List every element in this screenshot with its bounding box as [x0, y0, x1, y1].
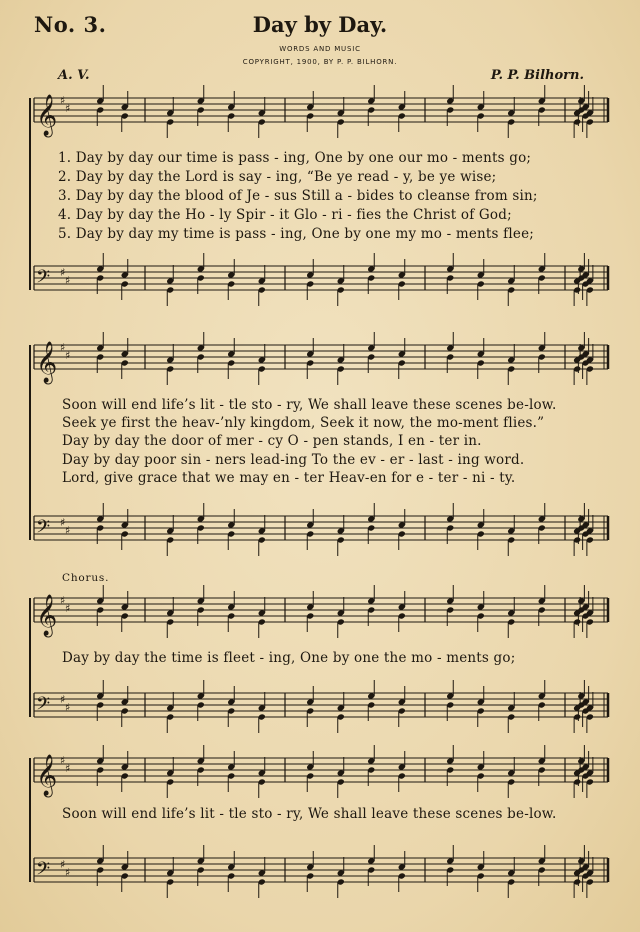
bass-clef: 𝄢	[36, 267, 51, 292]
treble-clef: 𝄞	[36, 595, 58, 636]
verse-3-line-a: 3. Day by day the blood of Je - sus Still a - bides to cleanse from sin;	[58, 188, 538, 204]
sharp-sign: ♯	[60, 693, 66, 706]
sharp-sign: ♯	[60, 341, 66, 354]
chorus-line-2: Soon will end life’s lit - tle sto - ry, We shall leave these scenes be-low.	[62, 806, 557, 822]
sharp-sign: ♯	[65, 524, 71, 537]
chorus-label: Chorus.	[62, 572, 110, 584]
sharp-sign: ♯	[60, 516, 66, 529]
sharp-sign: ♯	[65, 602, 71, 615]
hymn-number: No. 3.	[34, 12, 107, 37]
sharp-sign: ♯	[60, 754, 66, 767]
verse-5-line-a: 5. Day by day my time is pass - ing, One by one my mo - ments flee;	[58, 226, 535, 242]
chorus-line-1: Day by day the time is fleet - ing, One by one the mo - ments go;	[62, 650, 516, 666]
sharp-sign: ♯	[65, 701, 71, 714]
bass-clef: 𝄢	[36, 859, 51, 884]
sharp-sign: ♯	[60, 594, 66, 607]
hymn-title: Day by Day.	[252, 12, 388, 37]
verse-4-line-b: Day by day poor sin - ners lead-ing To the ev - er - last - ing word.	[62, 452, 525, 468]
verse-2-line-a: 2. Day by day the Lord is say - ing, “Be ye read - y, be ye wise;	[58, 169, 497, 185]
bass-clef: 𝄢	[36, 694, 51, 719]
verse-3-line-b: Day by day the door of mer - cy O - pen stands, I en - ter in.	[62, 433, 482, 449]
credit-line-words-music: WORDS AND MUSIC	[279, 45, 361, 53]
sharp-sign: ♯	[65, 102, 71, 115]
lyricist-initials: A. V.	[58, 68, 90, 83]
sharp-sign: ♯	[60, 858, 66, 871]
treble-clef: 𝄞	[36, 342, 58, 383]
bass-clef: 𝄢	[36, 517, 51, 542]
sharp-sign: ♯	[65, 349, 71, 362]
verse-1-line-a: 1. Day by day our time is pass - ing, One by one our mo - ments go;	[58, 150, 532, 166]
sharp-sign: ♯	[60, 94, 66, 107]
credit-line-copyright: COPYRIGHT, 1900, BY P. P. BILHORN.	[242, 58, 398, 66]
composer-name: P. P. Bilhorn.	[490, 68, 584, 83]
sharp-sign: ♯	[65, 866, 71, 879]
verse-4-line-a: 4. Day by day the Ho - ly Spir - it Glo - ri - fies the Christ of God;	[58, 207, 512, 223]
sharp-sign: ♯	[65, 274, 71, 287]
treble-clef: 𝄞	[36, 755, 58, 796]
verse-2-line-b: Seek ye first the heav-’nly kingdom, Seek it now, the mo-ment flies.”	[62, 415, 545, 431]
treble-clef: 𝄞	[36, 95, 58, 136]
verse-1-line-b: Soon will end life’s lit - tle sto - ry, We shall leave these scenes be-low.	[62, 397, 557, 413]
sharp-sign: ♯	[65, 762, 71, 775]
verse-5-line-b: Lord, give grace that we may en - ter Heav-en for e - ter - ni - ty.	[62, 470, 516, 486]
sharp-sign: ♯	[60, 266, 66, 279]
